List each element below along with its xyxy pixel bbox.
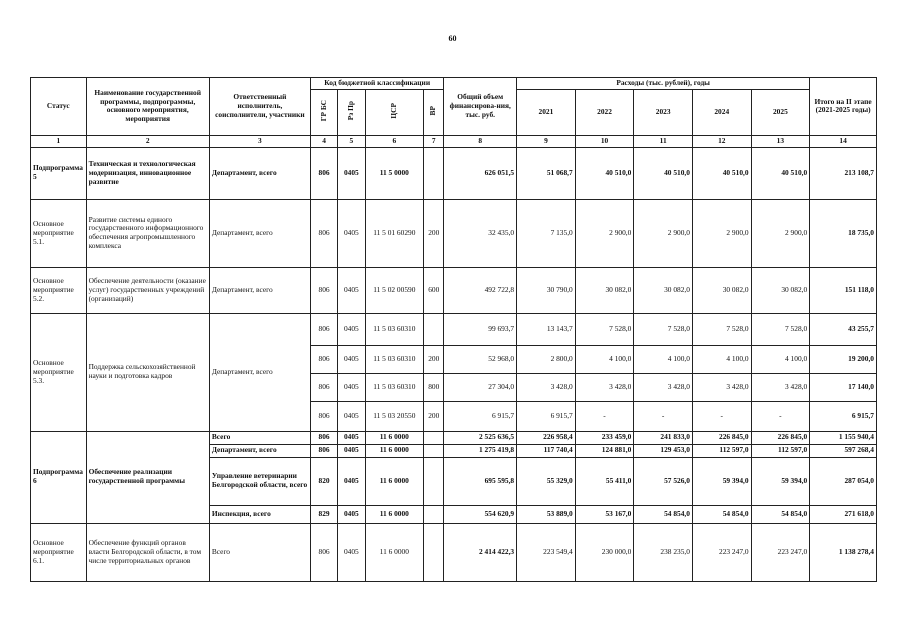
y2022-cell: 230 000,0 [575, 523, 634, 581]
header-vr: ВР [424, 89, 444, 135]
y2022-cell: 53 167,0 [575, 505, 634, 523]
vr-cell [424, 147, 444, 199]
stage-cell: 213 108,7 [810, 147, 877, 199]
col-num: 11 [634, 135, 693, 147]
y2023-cell: 54 854,0 [634, 505, 693, 523]
vr-cell [424, 431, 444, 444]
rzpr-cell: 0405 [338, 401, 365, 431]
rzpr-cell: 0405 [338, 345, 365, 373]
csr-cell: 11 5 01 60290 [365, 199, 424, 267]
y2021-cell: 117 740,4 [517, 444, 576, 457]
total-cell: 27 304,0 [444, 373, 517, 401]
y2023-cell: 30 082,0 [634, 267, 693, 313]
header-expenses: Расходы (тыс. рублей), годы [517, 78, 810, 90]
status-cell: Основное мероприятие 5.3. [31, 313, 87, 431]
csr-cell: 11 6 0000 [365, 457, 424, 505]
col-num: 10 [575, 135, 634, 147]
y2022-cell: 3 428,0 [575, 373, 634, 401]
y2024-cell: 226 845,0 [692, 431, 751, 444]
csr-cell: 11 6 0000 [365, 523, 424, 581]
y2022-cell: 40 510,0 [575, 147, 634, 199]
stage-cell: 1 138 278,4 [810, 523, 877, 581]
total-cell: 2 525 636,5 [444, 431, 517, 444]
header-year-2023: 2023 [634, 89, 693, 135]
header-status: Статус [31, 78, 87, 136]
col-num: 5 [338, 135, 365, 147]
y2024-cell: 2 900,0 [692, 199, 751, 267]
total-cell: 695 595,8 [444, 457, 517, 505]
y2023-cell: 238 235,0 [634, 523, 693, 581]
y2025-cell: 54 854,0 [751, 505, 810, 523]
rzpr-cell: 0405 [338, 505, 365, 523]
vr-cell: 200 [424, 199, 444, 267]
grbs-cell: 806 [310, 401, 337, 431]
col-num: 6 [365, 135, 424, 147]
y2024-cell: 7 528,0 [692, 313, 751, 345]
grbs-cell: 806 [310, 147, 337, 199]
y2021-cell: 53 889,0 [517, 505, 576, 523]
stage-cell: 597 268,4 [810, 444, 877, 457]
header-total-volume: Общий объем финансирова-ния, тыс. руб. [444, 78, 517, 136]
y2022-cell: 30 082,0 [575, 267, 634, 313]
stage-cell: 18 735,0 [810, 199, 877, 267]
col-num: 2 [86, 135, 209, 147]
total-cell: 492 722,8 [444, 267, 517, 313]
csr-cell: 11 5 03 60310 [365, 345, 424, 373]
total-cell: 554 620,9 [444, 505, 517, 523]
rzpr-cell: 0405 [338, 147, 365, 199]
y2025-cell: 3 428,0 [751, 373, 810, 401]
vr-cell [424, 457, 444, 505]
name-cell: Поддержка сельскохозяйственной науки и подготовка кадров [86, 313, 209, 431]
header-year-2022: 2022 [575, 89, 634, 135]
header-row-1 [31, 78, 877, 90]
y2025-cell: 112 597,0 [751, 444, 810, 457]
csr-cell: 11 5 0000 [365, 147, 424, 199]
grbs-cell: 829 [310, 505, 337, 523]
col-num: 9 [517, 135, 576, 147]
y2023-cell: 7 528,0 [634, 313, 693, 345]
vr-cell: 200 [424, 401, 444, 431]
y2024-cell: 54 854,0 [692, 505, 751, 523]
vr-cell: 600 [424, 267, 444, 313]
grbs-cell: 806 [310, 373, 337, 401]
y2021-cell: 6 915,7 [517, 401, 576, 431]
y2022-cell: 233 459,0 [575, 431, 634, 444]
responsible-cell: Департамент, всего [209, 444, 310, 457]
grbs-cell: 806 [310, 267, 337, 313]
stage-cell: 271 618,0 [810, 505, 877, 523]
table-row-om52 [31, 267, 877, 313]
y2022-cell: - [575, 401, 634, 431]
y2023-cell: 40 510,0 [634, 147, 693, 199]
status-cell: Основное мероприятие 5.2. [31, 267, 87, 313]
header-rzpr: Рз Пр [338, 89, 365, 135]
rzpr-cell: 0405 [338, 267, 365, 313]
rzpr-cell: 0405 [338, 199, 365, 267]
grbs-cell: 806 [310, 345, 337, 373]
header-name: Наименование государственной программы, подпрограммы, основного мероприятия, мероприятия [86, 78, 209, 136]
y2021-cell: 51 068,7 [517, 147, 576, 199]
col-num: 4 [310, 135, 337, 147]
total-cell: 52 968,0 [444, 345, 517, 373]
y2022-cell: 7 528,0 [575, 313, 634, 345]
y2021-cell: 7 135,0 [517, 199, 576, 267]
col-num: 7 [424, 135, 444, 147]
vr-cell [424, 523, 444, 581]
table-row-om51 [31, 199, 877, 267]
grbs-cell: 820 [310, 457, 337, 505]
total-cell: 99 693,7 [444, 313, 517, 345]
y2021-cell: 223 549,4 [517, 523, 576, 581]
y2022-cell: 4 100,0 [575, 345, 634, 373]
header-year-2021: 2021 [517, 89, 576, 135]
y2024-cell: 112 597,0 [692, 444, 751, 457]
y2021-cell: 226 958,4 [517, 431, 576, 444]
stage-cell: 287 054,0 [810, 457, 877, 505]
col-num: 13 [751, 135, 810, 147]
col-num: 3 [209, 135, 310, 147]
col-num: 14 [810, 135, 877, 147]
responsible-cell: Департамент, всего [209, 313, 310, 431]
grbs-cell: 806 [310, 431, 337, 444]
grbs-cell: 806 [310, 444, 337, 457]
total-cell: 1 275 419,8 [444, 444, 517, 457]
y2022-cell: 55 411,0 [575, 457, 634, 505]
rzpr-cell: 0405 [338, 444, 365, 457]
y2023-cell: 4 100,0 [634, 345, 693, 373]
y2023-cell: 57 526,0 [634, 457, 693, 505]
y2021-cell: 2 800,0 [517, 345, 576, 373]
responsible-cell: Департамент, всего [209, 199, 310, 267]
y2024-cell: - [692, 401, 751, 431]
total-cell: 32 435,0 [444, 199, 517, 267]
page-number: 60 [448, 34, 457, 43]
y2025-cell: 59 394,0 [751, 457, 810, 505]
y2025-cell: 40 510,0 [751, 147, 810, 199]
status-cell: Подпрограмма 5 [31, 147, 87, 199]
name-cell: Обеспечение реализации государственной программы [86, 431, 209, 523]
responsible-cell: Департамент, всего [209, 147, 310, 199]
y2021-cell: 3 428,0 [517, 373, 576, 401]
grbs-cell: 806 [310, 199, 337, 267]
rzpr-cell: 0405 [338, 523, 365, 581]
name-cell: Обеспечение деятельности (оказание услуг) государственных учреждений (организаций) [86, 267, 209, 313]
total-cell: 6 915,7 [444, 401, 517, 431]
header-stage-total: Итого на II этапе (2021-2025 годы) [810, 78, 877, 136]
rzpr-cell: 0405 [338, 313, 365, 345]
y2024-cell: 3 428,0 [692, 373, 751, 401]
csr-cell: 11 5 03 20550 [365, 401, 424, 431]
responsible-cell: Инспекция, всего [209, 505, 310, 523]
column-number-row [31, 135, 877, 147]
name-cell: Обеспечение функций органов власти Белгородской области, в том числе территориальных органов [86, 523, 209, 581]
col-num: 8 [444, 135, 517, 147]
status-cell: Основное мероприятие 6.1. [31, 523, 87, 581]
header-grbs: ГР БС [310, 89, 337, 135]
responsible-cell: Управление ветеринарии Белгородской области, всего [209, 457, 310, 505]
header-year-2025: 2025 [751, 89, 810, 135]
header-responsible: Ответственный исполнитель, соисполнители, участники [209, 78, 310, 136]
vr-cell: 800 [424, 373, 444, 401]
y2025-cell: 223 247,0 [751, 523, 810, 581]
header-year-2024: 2024 [692, 89, 751, 135]
stage-cell: 1 155 940,4 [810, 431, 877, 444]
csr-cell: 11 5 02 00590 [365, 267, 424, 313]
stage-cell: 43 255,7 [810, 313, 877, 345]
y2021-cell: 55 329,0 [517, 457, 576, 505]
y2023-cell: - [634, 401, 693, 431]
y2025-cell: - [751, 401, 810, 431]
stage-cell: 6 915,7 [810, 401, 877, 431]
vr-cell: 200 [424, 345, 444, 373]
vr-cell [424, 505, 444, 523]
header-csr: ЦСР [365, 89, 424, 135]
y2024-cell: 223 247,0 [692, 523, 751, 581]
stage-cell: 17 140,0 [810, 373, 877, 401]
col-num: 1 [31, 135, 87, 147]
col-num: 12 [692, 135, 751, 147]
status-cell: Основное мероприятие 5.1. [31, 199, 87, 267]
rzpr-cell: 0405 [338, 431, 365, 444]
y2024-cell: 59 394,0 [692, 457, 751, 505]
y2025-cell: 30 082,0 [751, 267, 810, 313]
csr-cell: 11 5 03 60310 [365, 313, 424, 345]
y2022-cell: 124 881,0 [575, 444, 634, 457]
y2025-cell: 226 845,0 [751, 431, 810, 444]
y2025-cell: 2 900,0 [751, 199, 810, 267]
y2022-cell: 2 900,0 [575, 199, 634, 267]
csr-cell: 11 6 0000 [365, 505, 424, 523]
budget-table [30, 77, 877, 582]
table-row-sub5 [31, 147, 877, 199]
stage-cell: 19 200,0 [810, 345, 877, 373]
header-budget-code: Код бюджетной классификации [310, 78, 443, 90]
grbs-cell: 806 [310, 523, 337, 581]
stage-cell: 151 118,0 [810, 267, 877, 313]
grbs-cell: 806 [310, 313, 337, 345]
y2024-cell: 40 510,0 [692, 147, 751, 199]
vr-cell [424, 313, 444, 345]
y2021-cell: 30 790,0 [517, 267, 576, 313]
name-cell: Техническая и технологическая модернизация, инновационное развитие [86, 147, 209, 199]
y2025-cell: 4 100,0 [751, 345, 810, 373]
rzpr-cell: 0405 [338, 457, 365, 505]
total-cell: 2 414 422,3 [444, 523, 517, 581]
responsible-cell: Всего [209, 523, 310, 581]
csr-cell: 11 6 0000 [365, 444, 424, 457]
rzpr-cell: 0405 [338, 373, 365, 401]
csr-cell: 11 5 03 60310 [365, 373, 424, 401]
y2024-cell: 4 100,0 [692, 345, 751, 373]
name-cell: Развитие системы единого государственного информационного обеспечения агропромышленного комплекса [86, 199, 209, 267]
y2023-cell: 2 900,0 [634, 199, 693, 267]
vr-cell [424, 444, 444, 457]
table-row-om61 [31, 523, 877, 581]
total-cell: 626 051,5 [444, 147, 517, 199]
y2021-cell: 13 143,7 [517, 313, 576, 345]
status-cell: Подпрограмма 6 [31, 431, 87, 523]
y2025-cell: 7 528,0 [751, 313, 810, 345]
responsible-cell: Департамент, всего [209, 267, 310, 313]
y2023-cell: 3 428,0 [634, 373, 693, 401]
table-row-om53 [31, 313, 877, 345]
csr-cell: 11 6 0000 [365, 431, 424, 444]
responsible-cell: Всего [209, 431, 310, 444]
y2023-cell: 241 833,0 [634, 431, 693, 444]
y2023-cell: 129 453,0 [634, 444, 693, 457]
table-row-sub6 [31, 431, 877, 444]
y2024-cell: 30 082,0 [692, 267, 751, 313]
